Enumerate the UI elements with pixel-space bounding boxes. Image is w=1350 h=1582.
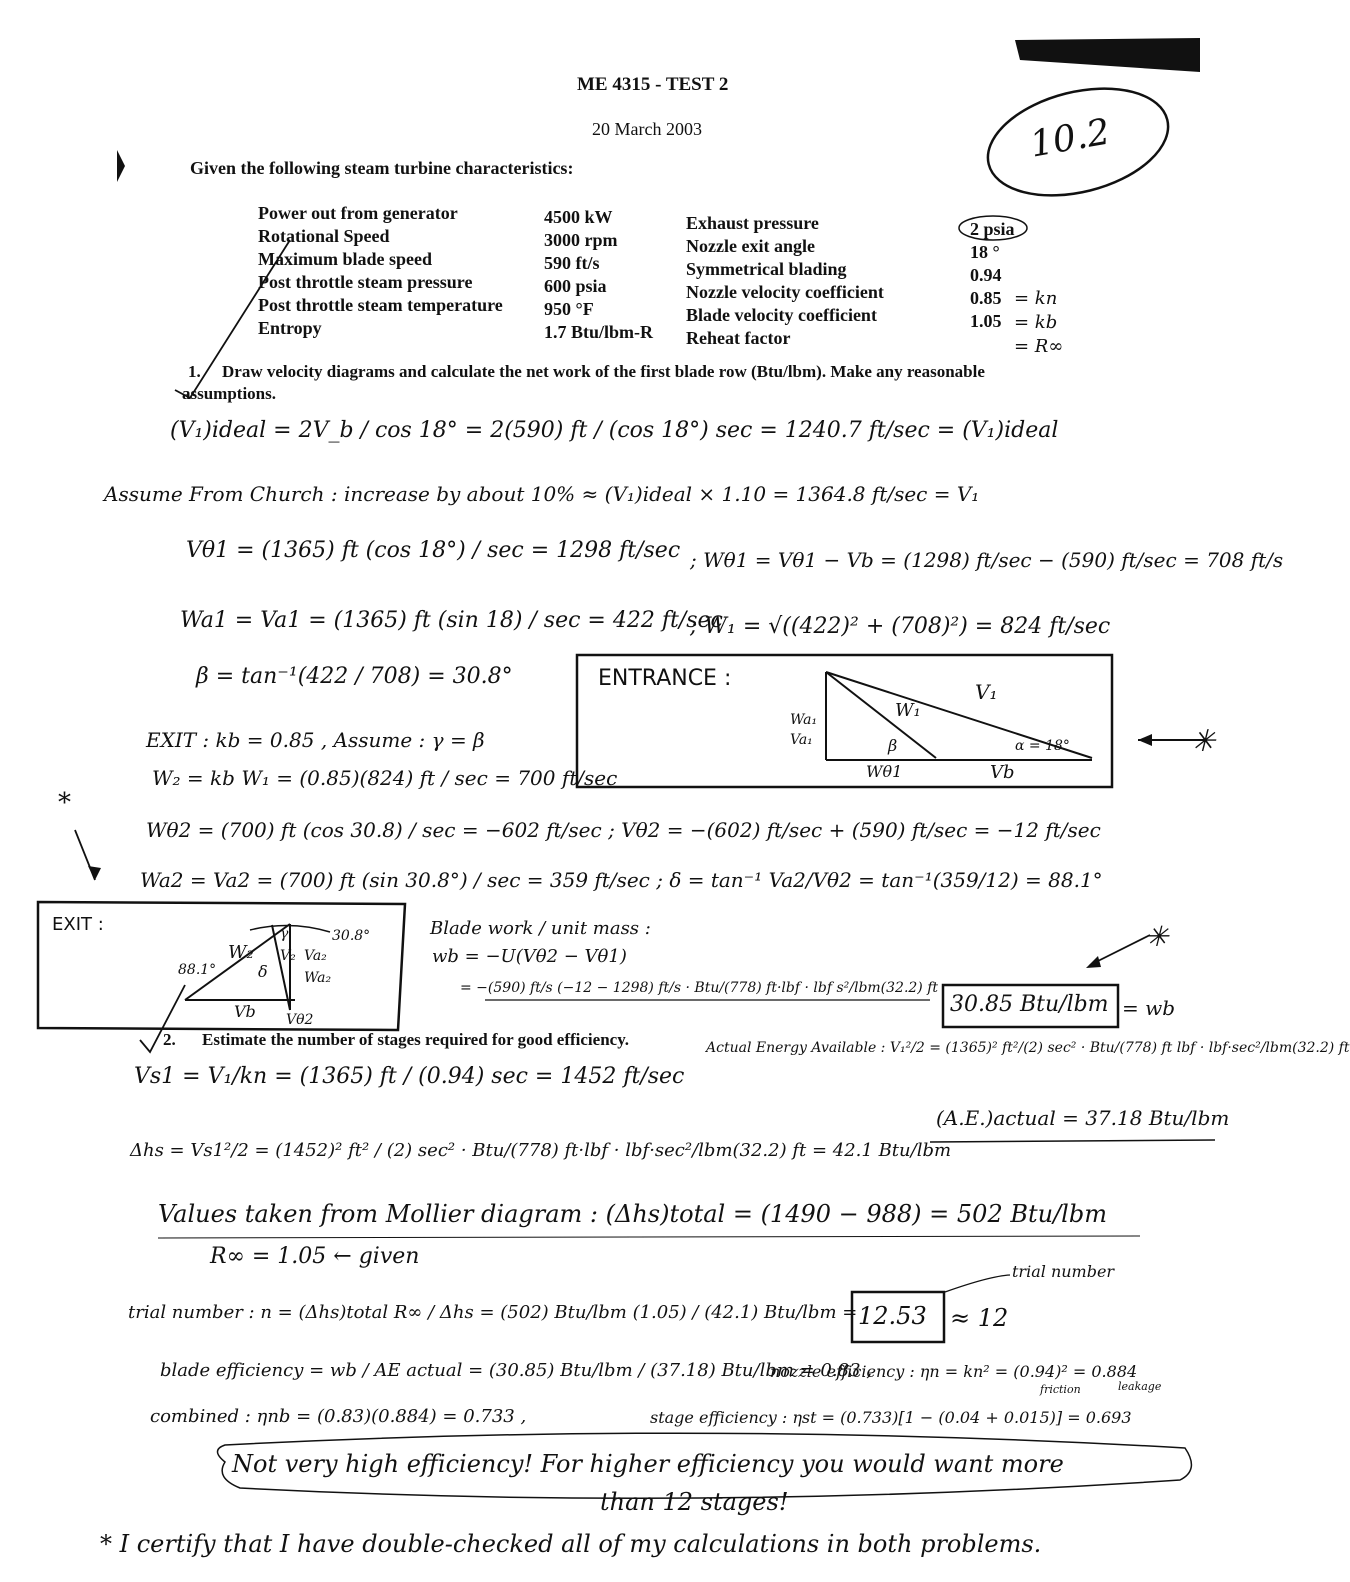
exit-v2-label: V₂ [280,948,296,964]
exam-date: 20 March 2003 [592,119,702,139]
blade-efficiency-eq: blade efficiency = wb / AE actual = (30.85) Btu/lbm / (37.18) Btu/lbm = 0.83 , [160,1360,872,1381]
exit-w2-label: W₂ [228,942,254,963]
reheat-factor: R∞ = 1.05 ← given [210,1244,420,1269]
certification-statement: * I certify that I have double-checked all of my calculations in both problems. [100,1530,1042,1558]
blade-work-heading: Blade work / unit mass : [430,918,651,939]
exit-delta-label: δ [258,962,268,981]
spec-note: = kb [1014,312,1058,333]
spec-value: 590 ft/s [544,253,600,273]
star-marker: * [58,788,71,818]
spec-label: Rotational Speed [258,226,390,246]
blade-work-result: 30.85 Btu/lbm [950,992,1109,1017]
assumption-eq: Assume From Church : increase by about 10% ≈ (V₁)ideal × 1.10 = 1364.8 ft/sec = V₁ [104,482,980,506]
spec-value: 3000 rpm [544,230,618,250]
vs1-eq: Vs1 = V₁/kn = (1365) ft / (0.94) sec = 1452 ft/sec [134,1064,685,1089]
nozzle-efficiency-eq: nozzle efficiency : ηn = kn² = (0.94)² = 0.884 [770,1362,1138,1381]
exam-title: ME 4315 - TEST 2 [577,74,729,95]
spec-label: Post throttle steam temperature [258,295,503,315]
entrance-label: ENTRANCE : [598,666,732,691]
ae-actual-result: (A.E.)actual = 37.18 Btu/lbm [936,1106,1230,1130]
spec-value: 0.85 [970,288,1002,308]
trial-number-note: trial number [1012,1262,1115,1281]
specs-right-labels [686,212,884,350]
specs-right-values [970,218,1015,333]
entrance-va1-label: Va₁ [790,732,813,748]
spec-value: 2 psia [970,219,1015,239]
spec-value: 1.7 Btu/lbm-R [544,322,654,342]
q1-text: Draw velocity diagrams and calculate the net work of the first blade row (Btu/lbm). Make any reasonable [222,362,985,381]
dhs-eq: Δhs = Vs1²/2 = (1452)² ft² / (2) sec² · Btu/(778) ft·lbf · lbf·sec²/lbm(32.2) ft = 42.1 Btu/lbm [130,1140,952,1161]
spec-label: Symmetrical blading [686,259,847,279]
comment-line1: Not very high efficiency! For higher efficiency you would want more [232,1450,1064,1478]
spec-value: 18 ° [970,242,1000,262]
w2-eq: W₂ = kb W₁ = (0.85)(824) ft / sec = 700 ft/sec [152,766,618,790]
v1-ideal-eq: (V₁)ideal = 2V_b / cos 18° = 2(590) ft / (cos 18°) sec = 1240.7 ft/sec = (V₁)ideal [170,418,1059,443]
leakage-note: leakage [1118,1380,1162,1393]
entrance-wa1-label: Wa₁ [790,712,818,728]
spec-value: 950 °F [544,299,594,319]
blade-work-eq2: = −(590) ft/s (−12 − 1298) ft/s · Btu/(778) ft·lbf · lbf s²/lbm(32.2) ft [460,980,939,996]
comment-line2: than 12 stages! [600,1488,789,1516]
ae-underline [930,1140,1215,1142]
spec-label: Nozzle exit angle [686,236,815,256]
spec-label: Entropy [258,318,322,338]
w1-eq: ; W₁ = √((422)² + (708)²) = 824 ft/sec [690,614,1111,639]
blade-work-symbol: = wb [1122,996,1176,1020]
wa1-eq: Wa1 = Va1 = (1365) ft (sin 18) / sec = 422 ft/sec [180,608,723,633]
spec-note: = kn [1014,288,1058,309]
exit-pointer-head [88,866,101,880]
mollier-eq: Values taken from Mollier diagram : (Δhs)total = (1490 − 988) = 502 Btu/lbm [158,1200,1107,1228]
entrance-v1-label: V₁ [975,680,998,704]
star-marker: ✳ [1190,724,1216,759]
entrance-pointer-head [1138,734,1152,746]
actual-energy-eq: Actual Energy Available : V₁²/2 = (1365)² ft²/(2) sec² · Btu/(778) ft lbf · lbf·sec²/lbm(32.2) ft [706,1040,1350,1056]
friction-note: friction [1040,1383,1081,1396]
spec-label: Post throttle steam pressure [258,272,473,292]
trial-number-result: 12.53 [858,1302,927,1330]
entrance-wtheta1-label: Wθ1 [866,762,903,781]
entrance-vb-label: Vb [990,762,1015,783]
combined-efficiency-eq: combined : ηnb = (0.83)(0.884) = 0.733 , [150,1406,527,1427]
entrance-beta-label: β [888,736,898,755]
spec-value: 1.05 [970,311,1002,331]
margin-mark [117,150,125,182]
wa2-eq: Wa2 = Va2 = (700) ft (sin 30.8°) / sec = 359 ft/sec ; δ = tan⁻¹ Va2/Vθ2 = tan⁻¹(359/12) = 88.1° [140,868,1103,892]
entrance-alpha-label: α = 18° [1015,738,1070,754]
exit-assumption: EXIT : kb = 0.85 , Assume : γ = β [146,728,485,752]
exit-wa2-label: Wa₂ [304,970,332,986]
q2-text: Estimate the number of stages required for good efficiency. [202,1030,630,1049]
spec-label: Maximum blade speed [258,249,433,269]
exit-gamma-label: γ [280,926,289,942]
wtheta1-eq: ; Wθ1 = Vθ1 − Vb = (1298) ft/sec − (590) ft/sec = 708 ft/s [690,548,1284,572]
star-marker: ✳ [1145,920,1169,953]
q1-number: 1. [188,362,201,381]
given-intro: Given the following steam turbine characteristics: [190,158,574,178]
exit-va2-label: Va₂ [304,948,327,964]
beta-eq: β = tan⁻¹(422 / 708) = 30.8° [196,664,513,689]
specs-left-labels [258,202,503,340]
stage-efficiency-eq: stage efficiency : ηst = (0.733)[1 − (0.04 + 0.015)] = 0.693 [650,1408,1132,1427]
exit-label: EXIT : [52,914,104,935]
trial-number-eq: trial number : n = (Δhs)total R∞ / Δhs = (502) Btu/lbm (1.05) / (42.1) Btu/lbm = [128,1302,858,1323]
spec-label: Reheat factor [686,328,791,348]
exit-vb-label: Vb [234,1002,256,1021]
q2-number: 2. [163,1030,176,1049]
spec-note: = R∞ [1014,336,1064,357]
spec-label: Power out from generator [258,203,458,223]
spec-label: Blade velocity coefficient [686,305,877,325]
exit-vtheta2-label: Vθ2 [286,1012,314,1028]
q1-text-cont: assumptions. [182,384,277,403]
trial-number-approx: ≈ 12 [950,1304,1009,1332]
vtheta1-eq: Vθ1 = (1365) ft (cos 18°) / sec = 1298 ft/sec [186,538,681,563]
specs-left-values [544,206,653,344]
mollier-underline [158,1236,1140,1238]
spec-value: 600 psia [544,276,607,296]
entrance-w1-label: W₁ [895,700,921,721]
trial-note-leader [945,1275,1010,1292]
exit-angle1-label: 30.8° [332,928,371,944]
spec-value: 0.94 [970,265,1002,285]
spec-label: Nozzle velocity coefficient [686,282,884,302]
blade-work-eq1: wb = −U(Vθ2 − Vθ1) [432,946,627,967]
grade-score: 10.2 [1027,111,1114,166]
exit-angle2-label: 88.1° [178,962,217,978]
redaction-mark [1015,38,1200,72]
spec-value: 4500 kW [544,207,613,227]
wtheta2-eq: Wθ2 = (700) ft (cos 30.8) / sec = −602 ft/sec ; Vθ2 = −(602) ft/sec + (590) ft/sec = −12 ft/sec [146,818,1101,842]
blade-work-pointer-head [1086,956,1101,968]
spec-notes [1014,287,1063,359]
spec-label: Exhaust pressure [686,213,819,233]
